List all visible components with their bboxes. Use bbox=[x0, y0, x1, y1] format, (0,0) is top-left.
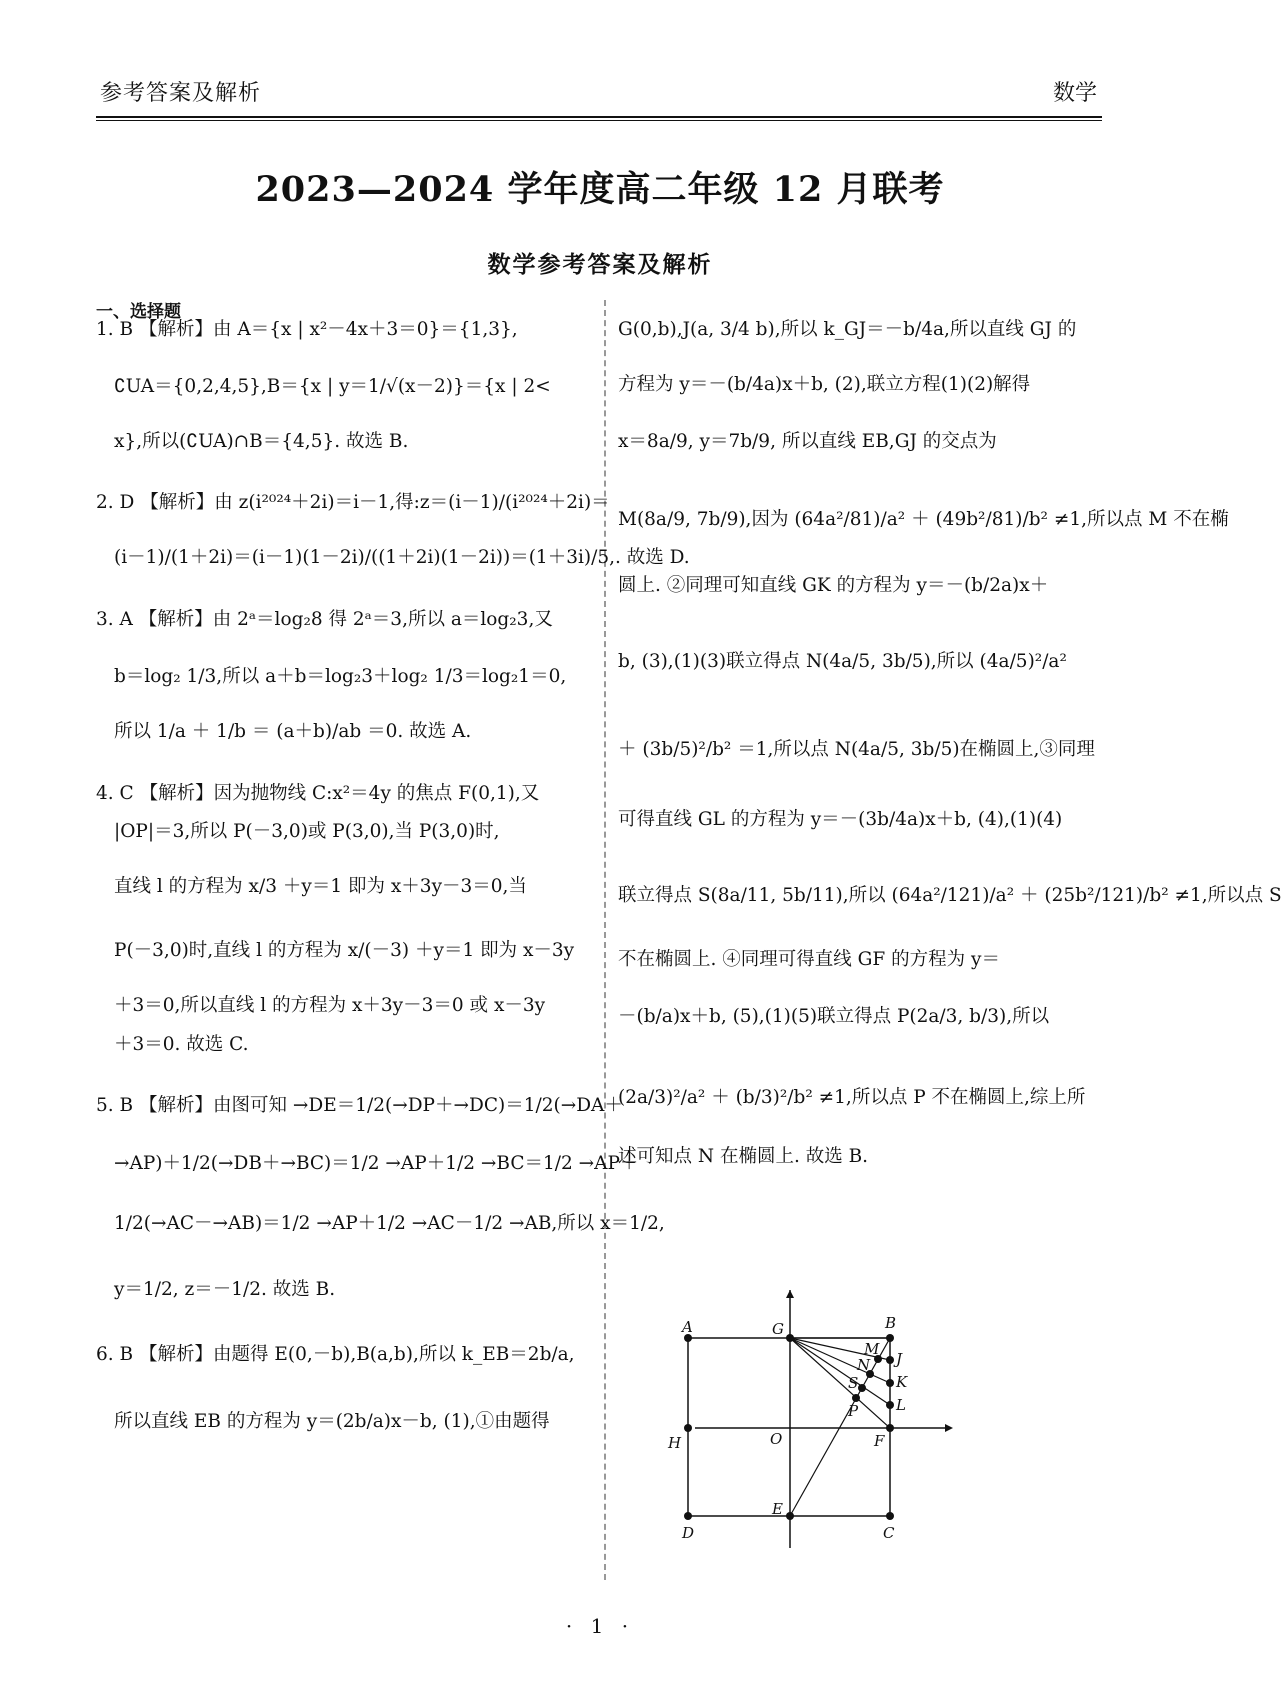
answer-line: y＝1/2, z＝－1/2. 故选 B. bbox=[114, 1279, 336, 1300]
point-g bbox=[786, 1334, 794, 1342]
label-c: C bbox=[883, 1524, 895, 1542]
answer-line: 述可知点 N 在椭圆上. 故选 B. bbox=[618, 1146, 869, 1167]
answer-line: b＝log₂ 1/3,所以 a＋b＝log₂3＋log₂ 1/3＝log₂1＝0, bbox=[114, 666, 567, 687]
answer-line: 3. A 【解析】由 2ᵃ＝log₂8 得 2ᵃ＝3,所以 a＝log₂3,又 bbox=[96, 609, 553, 630]
geometry-figure bbox=[668, 1290, 1040, 1550]
section-heading: 一、选择题 bbox=[96, 302, 181, 322]
answer-line: 不在椭圆上. ④同理可得直线 GF 的方程为 y＝ bbox=[618, 949, 1000, 970]
answer-line: (i－1)/(1＋2i)＝(i－1)(1－2i)/((1＋2i)(1－2i))＝(1＋3i)/5,. 故选 D. bbox=[114, 547, 690, 568]
answer-line: 所以直线 EB 的方程为 y＝(2b/a)x－b, (1),①由题得 bbox=[114, 1411, 550, 1432]
point-d bbox=[684, 1512, 692, 1520]
x-axis-arrow bbox=[945, 1424, 953, 1432]
point-j bbox=[886, 1356, 894, 1364]
header-left-title: 参考答案及解析 bbox=[100, 81, 262, 106]
label-l: L bbox=[896, 1396, 906, 1414]
answer-line: 1. B 【解析】由 A＝{x | x²－4x＋3＝0}＝{1,3}, bbox=[96, 319, 518, 340]
answer-line: 5. B 【解析】由图可知 →DE＝1/2(→DP＋→DC)＝1/2(→DA＋ bbox=[96, 1095, 623, 1116]
answer-line: 所以 1/a ＋ 1/b ＝ (a＋b)/ab ＝0. 故选 A. bbox=[114, 721, 472, 742]
label-k: K bbox=[896, 1373, 908, 1391]
answer-line: 圆上. ②同理可知直线 GK 的方程为 y＝－(b/2a)x＋ bbox=[618, 575, 1049, 596]
answer-line: －(b/a)x＋b, (5),(1)(5)联立得点 P(2a/3, b/3),所以 bbox=[618, 1006, 1050, 1027]
point-c bbox=[886, 1512, 894, 1520]
label-m: M bbox=[864, 1340, 880, 1358]
y-axis-arrow bbox=[786, 1290, 794, 1298]
answer-line: 直线 l 的方程为 x/3 ＋y＝1 即为 x＋3y－3＝0,当 bbox=[114, 876, 527, 897]
label-h: H bbox=[668, 1434, 682, 1452]
answer-line: (2a/3)²/a² ＋ (b/3)²/b² ≠1,所以点 P 不在椭圆上,综上所 bbox=[618, 1087, 1086, 1108]
point-p bbox=[852, 1394, 860, 1402]
label-f: F bbox=[874, 1432, 885, 1450]
document-subtitle: 数学参考答案及解析 bbox=[487, 251, 713, 278]
answer-line: ＋ (3b/5)²/b² ＝1,所以点 N(4a/5, 3b/5)在椭圆上,③同理 bbox=[618, 739, 1095, 760]
label-n: N bbox=[857, 1356, 871, 1374]
answer-line: M(8a/9, 7b/9),因为 (64a²/81)/a² ＋ (49b²/81)/b² ≠1,所以点 M 不在椭 bbox=[618, 509, 1229, 530]
point-b bbox=[886, 1334, 894, 1342]
point-k bbox=[886, 1379, 894, 1387]
label-j: J bbox=[896, 1350, 903, 1368]
answer-line: x},所以(∁UA)∩B＝{4,5}. 故选 B. bbox=[114, 431, 409, 452]
point-h bbox=[684, 1424, 692, 1432]
answer-line: x＝8a/9, y＝7b/9, 所以直线 EB,GJ 的交点为 bbox=[618, 431, 997, 452]
header-subject: 数学 bbox=[1052, 81, 1097, 106]
label-b: B bbox=[885, 1314, 897, 1332]
point-l bbox=[886, 1401, 894, 1409]
answer-line: 1/2(→AC－→AB)＝1/2 →AP＋1/2 →AC－1/2 →AB,所以 x＝1/2, bbox=[114, 1213, 665, 1234]
header-rule bbox=[96, 116, 1102, 118]
label-d: D bbox=[682, 1524, 695, 1542]
answer-line: ＋3＝0,所以直线 l 的方程为 x＋3y－3＝0 或 x－3y bbox=[114, 995, 546, 1016]
answer-line: 2. D 【解析】由 z(i²⁰²⁴＋2i)＝i－1,得:z＝(i－1)/(i²⁰²⁴＋2i)＝ bbox=[96, 492, 610, 513]
point-s bbox=[858, 1384, 866, 1392]
answer-line: |OP|＝3,所以 P(－3,0)或 P(3,0),当 P(3,0)时, bbox=[114, 821, 500, 842]
answer-line: 可得直线 GL 的方程为 y＝－(3b/4a)x＋b, (4),(1)(4) bbox=[618, 809, 1063, 830]
answer-line: →AP)＋1/2(→DB＋→BC)＝1/2 →AP＋1/2 →BC＝1/2 →AP＋ bbox=[114, 1153, 639, 1174]
answer-line: 6. B 【解析】由题得 E(0,－b),B(a,b),所以 k_EB＝2b/a, bbox=[96, 1344, 575, 1365]
answer-line: G(0,b),J(a, 3/4 b),所以 k_GJ＝－b/4a,所以直线 GJ 的 bbox=[618, 319, 1077, 340]
answer-line: 4. C 【解析】因为抛物线 C:x²＝4y 的焦点 F(0,1),又 bbox=[96, 783, 540, 804]
label-s: S bbox=[848, 1374, 859, 1392]
answer-line: P(－3,0)时,直线 l 的方程为 x/(－3) ＋y＝1 即为 x－3y bbox=[114, 940, 575, 961]
answer-line: b, (3),(1)(3)联立得点 N(4a/5, 3b/5),所以 (4a/5)²/a² bbox=[618, 651, 1067, 672]
header-rule-thin bbox=[96, 120, 1102, 121]
label-o: O bbox=[770, 1430, 783, 1448]
answer-line: 方程为 y＝－(b/4a)x＋b, (2),联立方程(1)(2)解得 bbox=[618, 374, 1031, 395]
label-p: P bbox=[848, 1402, 859, 1420]
answer-line: 联立得点 S(8a/11, 5b/11),所以 (64a²/121)/a² ＋ (25b²/121)/b² ≠1,所以点 S bbox=[618, 885, 1282, 906]
label-e: E bbox=[772, 1500, 783, 1518]
label-a: A bbox=[682, 1318, 693, 1336]
label-g: G bbox=[772, 1320, 784, 1338]
document-title: 2023—2024 学年度高二年级 12 月联考 bbox=[255, 169, 945, 210]
point-e bbox=[786, 1512, 794, 1520]
segment-eb bbox=[790, 1338, 890, 1516]
answer-line: ∁UA＝{0,2,4,5},B＝{x | y＝1/√(x－2)}＝{x | 2< bbox=[114, 376, 551, 397]
page-number: · 1 · bbox=[565, 1614, 635, 1638]
answer-line: ＋3＝0. 故选 C. bbox=[114, 1034, 249, 1055]
point-f bbox=[886, 1424, 894, 1432]
